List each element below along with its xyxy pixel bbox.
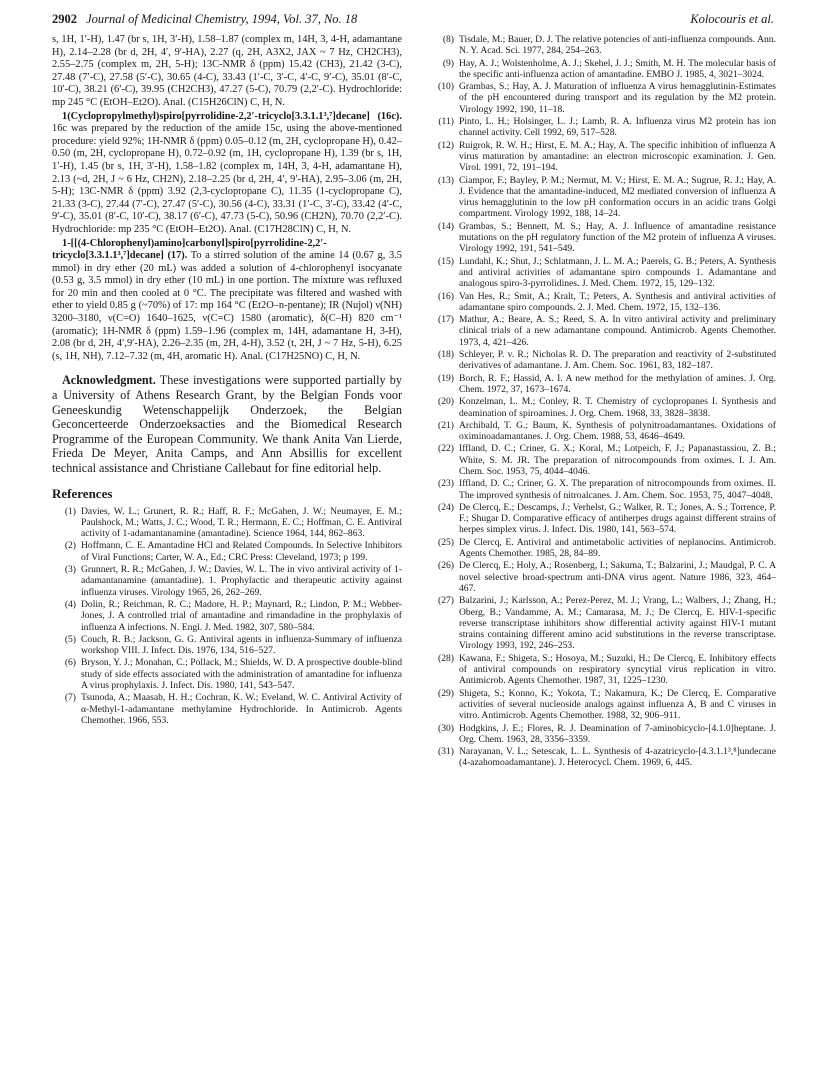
- reference-item: [430, 478, 776, 501]
- reference-number: (4): [64, 598, 76, 610]
- reference-item: [430, 420, 776, 443]
- references-heading: References: [52, 485, 113, 501]
- reference-item: [430, 314, 776, 348]
- reference-text: Ruigrok, R. W. H.; Hirst, E. M. A.; Hay, A. The specific inhibition of influenza A virus maturation by amantadine: an electron microscopic examination. J. Gen. Virol. 1991, 72, 191–194.: [459, 139, 776, 174]
- reference-text: Hoffmann, C. E. Amantadine HCl and Related Compounds. In Selective Inhibitors of Viral Functions; Carter, W. A., Ed.; CRC Press: Cleveland, 1973; p 199.: [81, 540, 402, 563]
- reference-item: [430, 221, 776, 255]
- reference-number: (9): [442, 57, 454, 69]
- acknowledgment: Acknowledgment. These investigations were supported partially by a University of Athens Research Grant, by the Belgian Fonds voor Geneeskundig Wetenschappelijk Onderzoek, the Belgian Geconcerteerde Onderzoeksacties and the Biomedical Research Programme of the European Community. We thank Anita Van Lierde, Frieda De Meyer, Anita Camps, and Ann Absillis for excellent technical assistance and Christiane Callebaut for fine editorial help.: [52, 373, 402, 475]
- reference-text: Grunnert, R. R.; McGahen, J. W.; Davies, W. L. The in vivo antiviral activity of 1-adamantanamine (amantadine). 1. Prophylactic and therapeutic activity against influenza viruses. Virology 1965, 26, 262–269.: [81, 564, 402, 598]
- reference-text: Archibald, T. G.; Baum, K. Synthesis of polynitroadamantanes. Oxidations of oximinoadamantanes. J. Org. Chem. 1988, 53, 4646–4649.: [459, 419, 776, 443]
- reference-list: [430, 34, 776, 769]
- page-number: 2902: [52, 12, 77, 26]
- reference-text: Kawana, F.; Shigeta, S.; Hosoya, M.; Suzuki, H.; De Clercq, E. Inhibitory effects of antiviral compounds on respiratory syncytial virus replication in vitro. Antimicrob. Agents Chemother. 1987, 31, 1225–1230.: [459, 652, 776, 687]
- reference-text: Iffland, D. C.; Criner, G. X. The preparation of nitrocompounds from oximes. II. The improved synthesis of nitroalcanes. J. Am. Chem. Soc. 1953, 75, 4047–4048.: [459, 478, 776, 501]
- reference-item: [430, 116, 776, 139]
- reference-text: Balzarini, J.; Karlsson, A.; Perez-Perez, M. J.; Vrang, L.; Walbers, J.; Zhang, H.; Oberg, B.; Vandamme, A. M.; Camarasa, M. J.; De Clercq, E. HIV-1-specific reverse transcriptase inhibitors show differential activity against HIV-1 mutant strains containing different amino acid substitutions in the reverse transcriptase. Virology 1993, 192, 246–253.: [459, 595, 776, 652]
- reference-item: [52, 657, 402, 691]
- reference-text: Dolin, R.; Reichman, R. C.; Madore, H. P.; Maynard, R.; Lindon, P. M.; Webber-Jones, J. A controlled trial of amantadine and rimandadine in the prophylaxis of influenza A infections. N. Engl. J. Med. 1982, 307, 580–584.: [81, 598, 402, 633]
- reference-text: Pinto, L. H.; Holsinger, L. J.; Lamb, R. A. Influenza virus M2 protein has ion channel activity. Cell 1992, 69, 517–528.: [459, 116, 776, 139]
- reference-number: (14): [438, 220, 454, 232]
- reference-item: [430, 81, 776, 115]
- reference-item: [430, 373, 776, 396]
- reference-item: [430, 349, 776, 372]
- reference-item: [430, 291, 776, 314]
- reference-item: [52, 692, 402, 726]
- compound-title: 1-[[(4-Chlorophenyl)amino]carbonyl]spiro[pyrrolidine-2,2′-tricyclo[3.3.1.1³,⁷]decane] (17).: [52, 237, 327, 262]
- reference-number: (24): [438, 501, 454, 513]
- reference-number: (7): [64, 692, 76, 704]
- reference-item: [430, 537, 776, 560]
- reference-text: Konzelman, L. M.; Conley, R. T. Chemistry of cyclopropanes I. Synthesis and deamination of spiroamines. J. Org. Chem. 1968, 33, 3828–3838.: [459, 396, 776, 419]
- reference-text: Borch, R. F.; Hassid, A. I. A new method for the methylation of amines. J. Org. Chem. 1972, 37, 1673–1674.: [459, 372, 776, 395]
- reference-text: Tisdale, M.; Bauer, D. J. The relative potencies of anti-influenza compounds. Ann. N. Y. Acad. Sci. 1977, 284, 254–263.: [459, 34, 776, 57]
- reference-number: (2): [64, 540, 76, 552]
- reference-text: Hay, A. J.; Wolstenholme, A. J.; Skehel, J. J.; Smith, M. H. The molecular basis of the specific anti-influenza action of amantadine. EMBO J. 1985, 4, 3021–3024.: [459, 57, 776, 80]
- reference-text: Lundahl, K.; Shut, J.; Schlatmann, J. L. M. A.; Paerels, G. B.; Peters, A. Synthesis and antiviral activities of adamantane spiro compounds 1. Adamantane and analogous spiro-3-pyrrolidines. J. Med. Chem. 1972, 15, 129–132.: [459, 255, 776, 290]
- reference-text: Van Hes, R.; Smit, A.; Kralt, T.; Peters, A. Synthesis and antiviral activities of adamantane spiro compounds. 2. J. Med. Chem. 1972, 15, 132–136.: [459, 290, 776, 313]
- reference-text: Tsunoda, A.; Maasab, H. H.; Cochran, K. W.; Eveland, W. C. Antiviral Activity of α-Methyl-1-adamantane methylamine Hydrochloride. In Antimicrob. Agents Chemother. 1966, 553.: [81, 692, 402, 726]
- acknowledgment-heading: Acknowledgment.: [62, 373, 156, 388]
- reference-number: (30): [438, 722, 454, 734]
- reference-number: (13): [438, 174, 454, 186]
- reference-text: Davies, W. L.; Grunert, R. R.; Haff, R. F.; McGahen, J. W.; Neumayer, E. M.; Paulshock, M.; Watts, J. C.; Wood, T. R.; Hermann, E. C.; Hoffman, C. E. Antiviral activity of 1-adamantanamine (amantadine). Science 1964, 144, 862–863.: [81, 505, 402, 540]
- reference-item: [430, 723, 776, 746]
- left-column: [52, 34, 402, 727]
- reference-list: [52, 506, 402, 727]
- reference-item: [430, 688, 776, 722]
- running-head-authors: Kolocouris et al.: [690, 12, 774, 26]
- reference-number: (5): [64, 633, 76, 645]
- reference-number: (20): [438, 396, 454, 408]
- reference-number: (29): [438, 687, 454, 699]
- reference-item: [430, 746, 776, 769]
- reference-item: [52, 599, 402, 633]
- reference-text: De Clercq, E.; Descamps, J.; Verhelst, G.; Walker, R. T.; Jones, A. S.; Torrence, P. F.; Shugar D. Comparative efficacy of antiherpes drugs against different strains of herpes simplex virus. J. Infect. Dis. 1980, 141, 563–574.: [459, 501, 776, 536]
- reference-item: [430, 653, 776, 687]
- reference-item: [52, 564, 402, 598]
- reference-item: [430, 140, 776, 174]
- reference-number: (28): [438, 652, 454, 664]
- reference-number: (23): [438, 478, 454, 490]
- reference-item: [430, 58, 776, 81]
- reference-text: Mathur, A.; Beare, A. S.; Reed, S. A. In vitro antiviral activity and preliminary clinical trials of a new adamantane compound. Antimicrob. Agents Chemother. 1973, 4, 421–426.: [459, 314, 776, 348]
- reference-number: (15): [438, 255, 454, 267]
- reference-number: (1): [64, 505, 76, 517]
- reference-number: (8): [442, 34, 454, 45]
- reference-text: Grambas, S.; Bennett, M. S.; Hay, A. J. Influence of amantadine resistance mutations on the pH regulatory function of the M2 protein of influenza A viruses. Virology 1992, 191, 541–549.: [459, 220, 776, 255]
- reference-text: De Clercq, E.; Holy, A.; Rosenberg, I.; Sakuma, T.; Balzarini, J.; Maudgal, P. C. A novel selective broad-spectrum anti-DNA virus agent. Nature 1986, 323, 464–467.: [459, 560, 776, 594]
- reference-number: (16): [438, 290, 454, 302]
- reference-number: (10): [438, 81, 454, 93]
- reference-text: Couch, R. B.; Jackson, G. G. Antiviral agents in influenza-Summary of influenza workshop VIII. J. Infect. Dis. 1976, 134, 516–527.: [81, 633, 402, 657]
- experimental-paragraph: 1-[[(4-Chlorophenyl)amino]carbonyl]spiro[pyrrolidine-2,2′-tricyclo[3.3.1.1³,⁷]decane] (17). To a stirred solution of the amine 14 (0.67 g, 3.5 mmol) in dry ether (20 mL) was added a solution of 4-chlorophenyl isocyanate (0.53 g, 3.5 mmol) in dry ether (10 mL) in one portion. The mixture was refluxed for 20 min and then cooled at 0 °C. The precipitate was filtered and washed with ether to yield 0.85 g (~70%) of 17: mp 164 °C (Et2O–n-pentane); IR (Nujol) ν(NH) 3200–3180, ν(C=O) 1640–1625, ν(C=C) 1580 (aromatic), δ(C–H) 820 cm⁻¹ (aromatic); 1H-NMR δ (ppm) 1.59–1.96 (complex m, 14H, adamantane H, 3-H), 2.08 (br d, 2H, 4′,9′-HA), 2.26–2.35 (m, 2H, 4-H), 3.52 (t, 2H, J ~ 7 Hz, 5-H), 6.25 (s, 1H, NH), 7.12–7.32 (m, 4H, aromatic H). Anal. (C17H25NO) C, H, N.: [52, 237, 402, 362]
- experimental-paragraph: 1(Cyclopropylmethyl)spiro[pyrrolidine-2,2′-tricyclo[3.3.1.1³,⁷]decane] (16c). 16c was prepared by the reduction of the amide 15c, using the above-mentioned procedure: yield 92%; 1H-NMR δ (ppm) 0.05–0.12 (m, 2H, cyclopropane H), 0.42–0.50 (m, 2H, cyclopropane H), 0.72–0.92 (m, 1H, cyclopropane H), 1.39 (br s, 1H, 1′-H), 1.45 (br s, 1H, 3′-H), 1.58–1.82 (complex m, 14H, 3, 4-H, adamantane H), 2.13 (~d, 2H, J ~ 6 Hz, CH2N), 2.18–2.25 (br d, 2H, 4′, 9′-HA), 2.95–3.06 (m, 2H, 5-H); 13C-NMR δ (ppm) 3.92 (2,3-cyclopropane C), 11.35 (1-cyclopropane C), 21.33 (3-C), 27.44 (7′-C), 27.47 (5′-C), 30.56 (4-C), 33.31 (1′-C, 3′-C), 33.42 (4′-C, 9′-C), 35.01 (8′-C, 10′-C), 38.17 (6′-C), 47.73 (5-C), 50.96 (CH2N), 70.70 (2,2′-C). Hydrochloride: mp 235 °C (EtOH–Et2O). Anal. (C17H28ClN) C, H, N.: [52, 110, 402, 235]
- reference-text: Narayanan, V. L.; Setescak, L. L. Synthesis of 4-azatricyclo-[4.3.1.1³,⁸]undecane (4-azahomoadamantane). J. Heterocycl. Chem. 1969, 6, 445.: [459, 746, 776, 769]
- reference-text: Grambas, S.; Hay, A. J. Maturation of influenza A virus hemagglutinin-Estimates of the pH encountered during transport and its regulation by the M2 protein. Virology 1992, 190, 11–18.: [459, 81, 776, 115]
- reference-number: (27): [438, 595, 454, 607]
- reference-text: Schleyer, P. v. R.; Nicholas R. D. The preparation and reactivity of 2-substituted derivatives of adamantane. J. Am. Chem. Soc. 1961, 83, 182–187.: [459, 349, 776, 372]
- reference-item: [430, 443, 776, 477]
- reference-number: (3): [64, 564, 76, 576]
- reference-item: [430, 560, 776, 594]
- reference-number: (18): [438, 349, 454, 361]
- reference-number: (25): [438, 536, 454, 548]
- reference-text: Iffland, D. C.; Criner, G. X.; Koral, M.; Lotpeich, F. J.; Papanastassiou, Z. B.; White, S. M. JR. The preparation of nitrocompounds from oximes. I. J. Am. Chem. Soc. 1953, 75, 4044–4046.: [459, 443, 776, 477]
- reference-item: [430, 256, 776, 290]
- compound-title: 1(Cyclopropylmethyl)spiro[pyrrolidine-2,2′-tricyclo[3.3.1.1³,⁷]decane] (16c).: [62, 110, 402, 122]
- reference-number: (12): [438, 139, 454, 151]
- reference-number: (26): [438, 560, 454, 572]
- right-column: [430, 34, 776, 770]
- reference-text: Hodgkins, J. E.; Flores, R. J. Deamination of 7-aminobicyclo-[4.1.0]heptane. J. Org. Chem. 1963, 28, 3356–3359.: [459, 722, 776, 745]
- reference-item: [430, 34, 776, 57]
- reference-number: (31): [438, 746, 454, 758]
- reference-item: [430, 175, 776, 220]
- reference-number: (22): [438, 443, 454, 455]
- reference-item: [430, 595, 776, 651]
- reference-text: Shigeta, S.; Konno, K.; Yokota, T.; Nakamura, K.; De Clercq, E. Comparative activities of several nucleoside analogs against influenza A, B and C viruses in vitro. Antimicrob. Agents Chemother. 1988, 32, 906–911.: [459, 687, 776, 722]
- reference-text: Bryson, Y. J.; Monahan, C.; Pollack, M.; Shields, W. D. A prospective double-blind study of side effects associated with the administration of amantadine for influenza A virus prophylaxis. J. Infect. Dis. 1980, 141, 543–547.: [81, 657, 402, 692]
- reference-item: [52, 634, 402, 657]
- page-header: [52, 12, 774, 30]
- reference-item: [52, 540, 402, 563]
- running-head-left: [52, 12, 357, 27]
- reference-text: De Clercq, E. Antiviral and antimetabolic activities of neplanocins. Antimicrob. Agents Chemother. 1985, 28, 84–89.: [459, 536, 776, 560]
- reference-number: (17): [438, 314, 454, 326]
- journal-citation: Journal of Medicinal Chemistry, 1994, Vol. 37, No. 18: [86, 12, 358, 26]
- reference-item: [52, 506, 402, 540]
- experimental-paragraph: s, 1H, 1′-H), 1.47 (br s, 1H, 3′-H), 1.58–1.87 (complex m, 14H, 3, 4-H, adamantane H), 2.14–2.28 (br d, 2H, 4′, 9′-HA), 2.27 (q, 2H, A3X2, JAX ~ 7 Hz, CH2CH3), 2.55–2.75 (complex m, 2H, 5-H); 13C-NMR δ (ppm) 15.42 (CH3), 21.42 (3-C), 27.48 (7′-C), 27.58 (5′-C), 30.65 (4-C), 33.43 (1′-C, 3′-C, 4′-C, 9′-C), 35.01 (8′-C, 10′-C), 38.21 (6′-C), 39.95 (CH2CH3), 47.27 (5-C), 70.79 (2,2′-C). Hydrochloride: mp 245 °C (EtOH–Et2O). Anal. (C15H26ClN) C, H, N.: [52, 34, 402, 108]
- reference-item: [430, 502, 776, 536]
- reference-number: (11): [438, 116, 454, 128]
- reference-number: (21): [438, 419, 454, 431]
- reference-item: [430, 396, 776, 419]
- reference-text: Ciampor, F.; Bayley, P. M.; Nermut, M. V.; Hirst, E. M. A.; Sugrue, R. J.; Hay, A. J. Evidence that the amantadine-induced, M2 mediated conversion of influenza A virus hemagglutinin to the low pH conformation occurs in an acidic trans Golgi compartment. Virology 1992, 188, 14–24.: [459, 174, 776, 220]
- reference-number: (19): [438, 372, 454, 384]
- reference-number: (6): [64, 657, 76, 669]
